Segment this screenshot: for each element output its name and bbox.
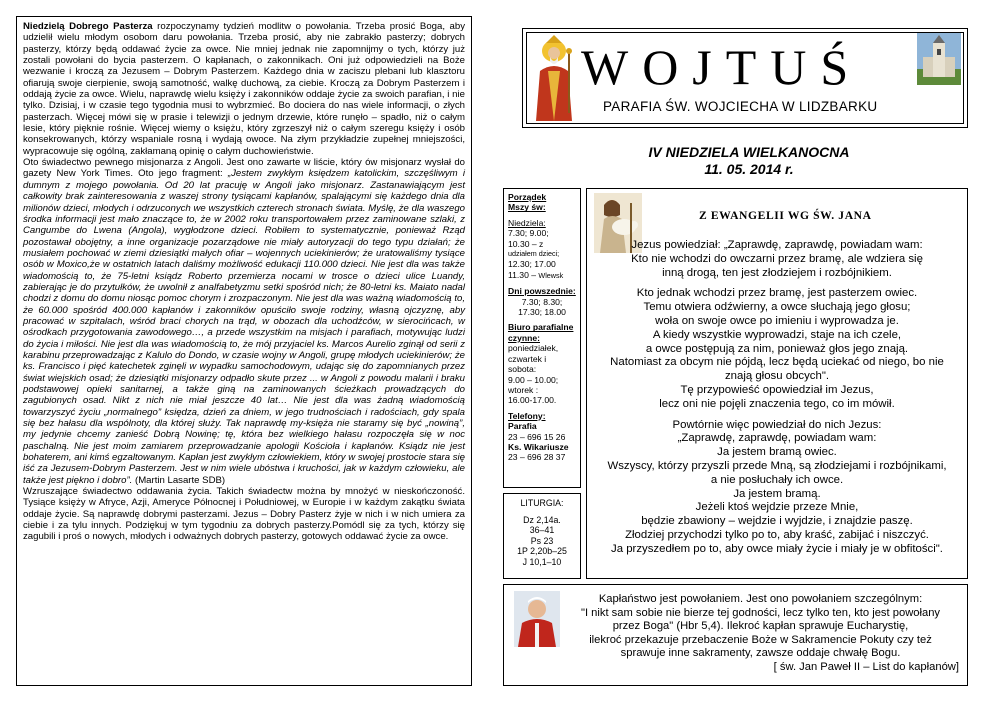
liturgy-label: LITURGIA: [520,498,564,508]
sunday-title: IV NIEDZIELA WIELKANOCNA [648,144,850,160]
gospel-box [586,188,968,579]
liturgy-box [503,493,581,579]
gospel-line: Kto nie wchodzi do owczarni przez bramę, ale wdziera się [631,252,923,265]
quote-line: ilekroć przekazuje przebaczenie Boże w Sakramencie Pokuty czy też [589,633,932,646]
vicar-phone: 23 – 696 28 37 [508,452,566,463]
gospel-line: Jezus powiedział: „Zaprawdę, zaprawdę, powiadam wam: [631,239,923,251]
gospel-line: A kiedy wszystkie wyprowadzi, staje na ich czele, [652,328,902,341]
sunday-times-3: 12.30; 17.00 [508,259,556,270]
gospel-line: Wszyscy, którzy przyszli przede Mną, są złodziejami i rozbójnikami, [607,459,947,472]
quote-text [560,593,961,675]
gospel-line: Ja jestem bramą owiec. [717,446,837,459]
article-missionary-quote: „Jestem zwykłym księdzem katolickim, szczęśliwym i dumnym z mojego powołania. Od 20 lat pracuję w Angoli jako misjonarz. Zastanawiającym jest całkowity brak zainteresowania z waszej strony tysiącami kapłanów, spalającymi się każdego dnia dla milionów dzieci, młodych i odrzuconych we wszystkich czterech stronach świata. Myślę, że dla waszego środka informacji jest mało znaczące to, że w 2002 roku transportowałem przez zaminowane szlaki, z Cangumbe do Lwena (Angola), wygłodzone dzieci. Robiłem to systematycznie, ponieważ Rząd pozostawał obojętny, a inne organizacje pozarządowe nie miały autoryzacji do tego typu działań; że musiałem pochować w ziemi dziesiątki małych ofiar – wojennych uciekinierów; że uratowaliśmy tysiące osób w Moxico,że w ostatnich latach daliśmy możliwość edukacji 110.000 dzieci. Nie jest dla was także wiadomością to, że 75-letni ksiądz Roberto przemierza nocami w trosce o dzieci ulice Luandy, zabierając je do przytułków, że uwolnił z analfabetyzmu setki spośród nich; że 80-letni ks. Maiato nadal chodzi z domu do domu niosąc pomoc chorym i zrozpaczonym. Nie jest dla was ważną wiadomością to, że 60.000 spośród 400.000 kapłanów i zakonników opuściło swoje rodziny, własną ojczyznę, aby pracować w szpitalach, wśród braci chorych na trąd, w obozach dla uchodźców, w sierocińcach, w ośrodkach przygotowania zawodowego…, a przede wszystkim na misjach i parafiach, motywując ludzi do życia i miłości. Nie jest dla was wiadomością to, że mój przyjaciel ks. Marcos Aurelio zginął od serii z karabinu przeprowadzając z Kalulo do Dondo, w czasie wojny w Angoli, grupę młodych uciekinierów; że ks. Francisco i pięć katechetek zginęli w wypadku samochodowym, udając się do zapomnianych przez świat wiejskich osad; że dziesiątki misjonarzy odpadło skute przez ... w Angoli z powodu malarii i braku podstawowej opieki sanitarnej, a także giną na zaminowanych ścieżkach prowadzących do zagubionych osad. Nikt z nich nie miał jeszcze 40 lat… Nie jest dla was żadną wiadomością towarzyszyć życiu „normalnego” księdza, dzień za dniem, w jego trudnościach i radościach, gdy spala się bez hałasu dla wspólnoty, dla której służy. Tak naprawdę my-księża nie staramy się być „nowiną”, my jedynie chcemy zanieść Dobrą Nowinę; tę, która bez wielkiego hałasu rozpoczęła się w noc paschalną. Nie jest moim zamiarem przeprowadzanie apologii Kościoła i kapłanów. Ksiądz nie jest bohaterem, ani kimś egzaltowanym. Kapłan jest zwykłym człowiekiem, który w swojej prostocie stara się iść za Jezusem-Dobrym Pasterzem. Jest w nim wiele ubóstwa i kruchości, jak w każdym człowieku, ale także jest piękno i dobro”. [23,168,466,486]
quote-line: przez Boga" (Hbr 5,4). Ilekroć kapłan sprawuje Eucharystię, [612,620,909,633]
article-paragraph-1 [23,21,465,157]
gospel-line: Ja jestem bramą. [733,487,821,500]
parish-phone: 23 – 696 15 26 [508,431,566,442]
office-days-2: czwartek i [508,353,547,364]
quote-source: [ św. Jan Paweł II – List do kapłanów] [773,660,959,673]
liturgy-reading-1: Dz 2,14a. [523,514,561,525]
quote-line: Kapłaństwo jest powołaniem. Jest ono powołaniem szczególnym: [598,593,923,605]
gospel-line: a owce postępują za nim, ponieważ głos jego znają. [645,342,909,355]
gospel-line: Powtórnie więc powiedział do nich Jezus: [672,418,882,431]
masthead [522,28,968,128]
liturgy-reading-1b: 36–41 [529,525,555,536]
gospel-line: Złodziej przychodzi tylko po to, aby kraść, zabijać i niszczyć. [625,528,929,541]
office-days-1: poniedziałek, [508,343,559,354]
liturgy-psalm: Ps 23 [530,535,554,546]
office-hours-1: 9.00 – 10.00; [508,374,559,385]
gospel-line: Kto jednak wchodzi przez bramę, jest pasterzem owiec. [636,287,918,300]
sunday-note: udziałem dzieci; [508,249,560,259]
office-label-1: Biuro parafialne [508,322,574,333]
weekday-times-2: 17.30; 18.00 [518,307,566,318]
sunday-times-4: 11.30 – [508,269,539,280]
sunday-times-1: 7.30; 9.00; [508,228,549,239]
gospel-line: inną drogą, ten jest złodziejem i rozbójnikiem. [662,266,892,279]
quote-line: sprawuje inne sakramenty, zawsze oddaje chwałę Bogu. [620,647,901,660]
saint-adalbert-image [528,35,580,121]
phones-label: Telefony: [508,410,546,421]
article-paragraph-3: Wzruszające świadectwo oddawania życia. Takich świadectw można by mnożyć w nieskończoność. Tysiące księży w Afryce, Azji, Ameryce Północnej i Południowej, w Europie i w każdym zakątku świata oddaje życie. Są naprawdę dobrymi pasterzami. Jezus – Dobry Pasterz żyje w nich i w nich umiera za ciebie i za tylu innych. Podziękuj w tym tygodniu za dobrych pasterzy.Pomódl się za tych, którzy się zagubili i proś o nowych, młodych i odważnych dobrych pasterzy, gotowych oddawać życie za owce. [23,486,465,543]
gospel-line: Natomiast za obcym nie pójdą, lecz będą uciekać od niego, bo nie [610,356,944,369]
pope-john-paul-image [514,591,560,647]
article-text-2-intro: Oto świadectwo pewnego misjonarza z Angoli. Jest ono zawarte w liście, który ów misjonarz wysłał do gazety New York Times. Oto jego fragment: [23,157,465,180]
gospel-line: woła on swoje owce po imieniu i wyprowadza je. [655,314,899,327]
mass-schedule-box [503,188,581,488]
article-quote-author: (Martin Lasarte SDB) [132,474,226,486]
office-hours-2: 16.00-17.00. [508,395,557,406]
article-text-1: rozpoczynamy tydzień modlitw o powołania. Trzeba prosić Boga, aby udzielił wielu młodym osobom daru powołania. Trzeba prosić, aby nie zabrakło pasterzy; dobrych pasterzy, którzy będą oddawać życie za owce. Nie mniej jednak nie zapomnijmy o tych, którzy już zostali powołani do bycia pasterzem. O kapłanach, o zakonnikach. Oni już odpowiedzieli na Boże wezwanie i kroczą za Jezusem – Dobrym Pasterzem. Każdego dnia w zaciszu plebani lub klasztoru ofiarują swoje cierpienie, swoją samotność, walkę duchową, za ciebie. Kroczą za Dobrym Pasterzem i oddają życie za owce. Wielu, naprawdę wielu księży i zakonników oddaje życie za swoich parafian, i nie tylko. Dzisiaj, i w czasie tego tygodnia musi to wybrzmieć. Bo dociera do nas wiele informacji, o złych pasterzach. Więcej mówi się w prasie i telewizji o jednym drzewie, które runęło – spadło, niż o całym lesie, który pięknie rośnie. Więcej wiemy o księżu, który zgrzeszył niż o całym szeregu księży i osób konsekrowanych, którzy wspaniale rosną i wydają owoce. Na złym przykładzie zupełnej mniejszości, wypracowuje się ogólną, zakłamaną opinię o całym duchowieństwie. [23,21,466,157]
gospel-heading: Z EWANGELII WG ŚW. JANA [699,209,872,222]
gospel-line: znają głosu obcych". [724,370,830,383]
gospel-line: lecz oni nie pojęli znaczenia tego, co im mówił. [659,397,895,410]
quote-line: "I nikt sam sobie nie bierze tej godności, lecz tylko ten, kto jest powołany [580,606,941,619]
weekday-label: Dni powszednie: [508,286,576,297]
gospel-line: a nie posłuchały ich owce. [710,473,844,486]
office-days-3: sobota: [508,364,537,375]
parish-name: PARAFIA ŚW. WOJCIECHA W LIDZBARKU [603,99,878,114]
vicar-phone-label: Ks. Wikariusze [508,441,569,452]
church-image [917,33,961,85]
sunday-label: Niedziela: [508,217,546,228]
gospel-line: Tę przypowieść opowiedział im Jezus, [680,383,874,396]
article-column [16,16,472,686]
gospel-line: „Zaprawdę, zaprawdę, powiadam wam: [677,432,877,445]
pope-quote-box [503,584,968,686]
newsletter-title: WOJTUŚ [581,39,863,95]
gospel-line: będzie zbawiony – wejdzie i wyjdzie, i znajdzie paszę. [641,515,913,528]
schedule-heading-line1: Porządek [508,192,547,202]
sunday-times-2: 10.30 – z [508,238,544,249]
parish-phone-label: Parafia [508,421,537,432]
sunday-date: 11. 05. 2014 r. [704,161,794,177]
sunday-heading [530,144,968,178]
gospel-line: Ja przyszedłem po to, aby owce miały życie i miały je w obfitości". [611,542,943,555]
weekday-times-1: 7.30; 8.30; [521,296,563,307]
gospel-text [591,239,963,557]
gospel-line: Jeżeli ktoś wejdzie przeze Mnie, [695,501,859,514]
gospel-line: Temu otwiera odźwierny, a owce słuchają jego głosu; [643,301,911,314]
liturgy-gospel: J 10,1–10 [522,556,562,567]
liturgy-reading-2: 1P 2,20b–25 [517,546,567,557]
office-label-2: czynne: [508,332,540,343]
office-days-4: wtorek : [508,384,539,395]
article-lead: Niedzielą Dobrego Pasterza [23,21,153,32]
schedule-heading-line2: Mszy św: [508,202,546,213]
sunday-place: Wlewsk [538,270,564,280]
article-paragraph-2 [23,157,465,486]
